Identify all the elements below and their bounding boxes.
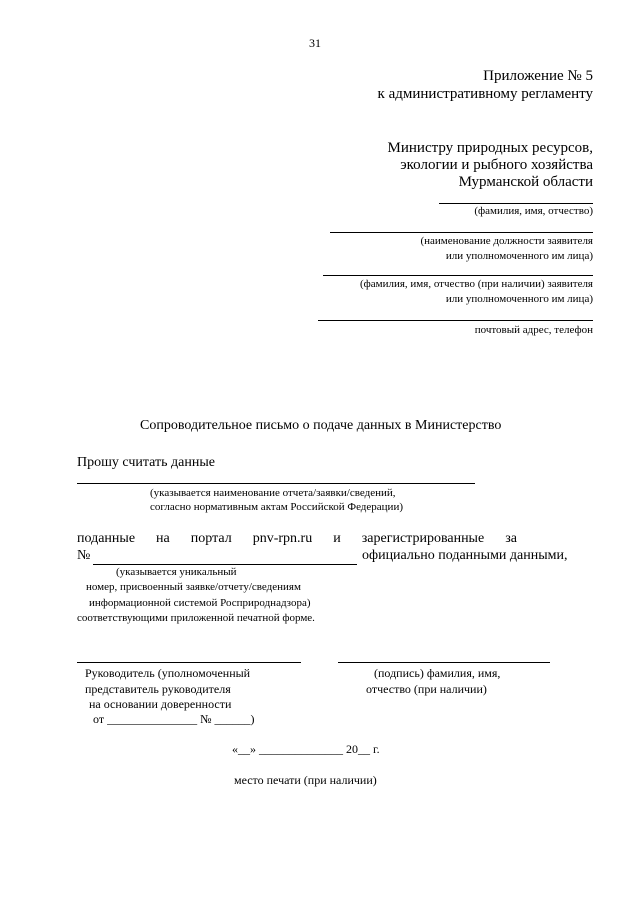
fio-line [439, 203, 593, 204]
signer-hint-1: Руководитель (уполномоченный [85, 666, 251, 680]
applicant-hint-1: (фамилия, имя, отчество (при наличии) заявителя [359, 278, 593, 290]
signer-line [77, 662, 301, 663]
position-hint-2: или уполномоченного им лица) [445, 250, 593, 262]
page-number: 31 [309, 36, 321, 50]
appendix-subtitle: к административному регламенту [377, 86, 593, 102]
address-line [318, 320, 593, 321]
fio-hint: (фамилия, имя, отчество) [474, 205, 593, 217]
appendix-title: Приложение № 5 [483, 68, 593, 84]
portal-url: pnv-rpn.ru [252, 531, 313, 546]
word-3: портал [190, 531, 232, 546]
addressee-line-3: Мурманской области [458, 174, 593, 190]
word-6: зарегистрированные [361, 531, 485, 546]
letter-title: Сопроводительное письмо о подаче данных в Министерство [140, 418, 502, 433]
word-1: поданные [77, 531, 136, 546]
number-suffix: официально поданными данными, [362, 548, 568, 563]
addressee-line-2: экологии и рыбного хозяйства [400, 157, 593, 173]
submitted-sentence [77, 531, 517, 547]
report-name-line [77, 483, 475, 484]
number-hint-2: номер, присвоенный заявке/отчету/сведениям [86, 581, 301, 593]
number-line [93, 564, 357, 565]
stamp-place: место печати (при наличии) [234, 773, 377, 787]
addressee-line-1: Министру природных ресурсов, [387, 140, 593, 156]
applicant-line [323, 275, 593, 276]
report-hint-2: согласно нормативным актам Российской Федерации) [150, 501, 403, 513]
position-hint-1: (наименование должности заявителя [420, 235, 593, 247]
address-hint: почтовый адрес, телефон [474, 324, 593, 336]
number-hint-3: информационной системой Росприроднадзора) [89, 597, 311, 609]
signer-hint-3: на основании доверенности [89, 697, 232, 711]
signature-hint-1: (подпись) фамилия, имя, [374, 666, 501, 680]
report-hint-1: (указывается наименование отчета/заявки/сведений, [150, 487, 396, 499]
request-text: Прошу считать данные [77, 455, 215, 470]
position-line [330, 232, 593, 233]
conformity-text: соответствующими приложенной печатной форме. [77, 612, 315, 624]
number-hint-1: (указывается уникальный [116, 566, 237, 578]
signature-hint-2: отчество (при наличии) [366, 682, 487, 696]
word-5: и [333, 531, 341, 546]
signer-hint-2: представитель руководителя [85, 682, 231, 696]
date-line: «__» ______________ 20__ г. [232, 742, 380, 756]
applicant-hint-2: или уполномоченного им лица) [445, 293, 593, 305]
number-sign: № [77, 548, 91, 563]
signature-line [338, 662, 550, 663]
signer-hint-4: от _______________ № ______) [93, 712, 255, 726]
word-2: на [156, 531, 170, 546]
word-7: за [505, 531, 517, 546]
